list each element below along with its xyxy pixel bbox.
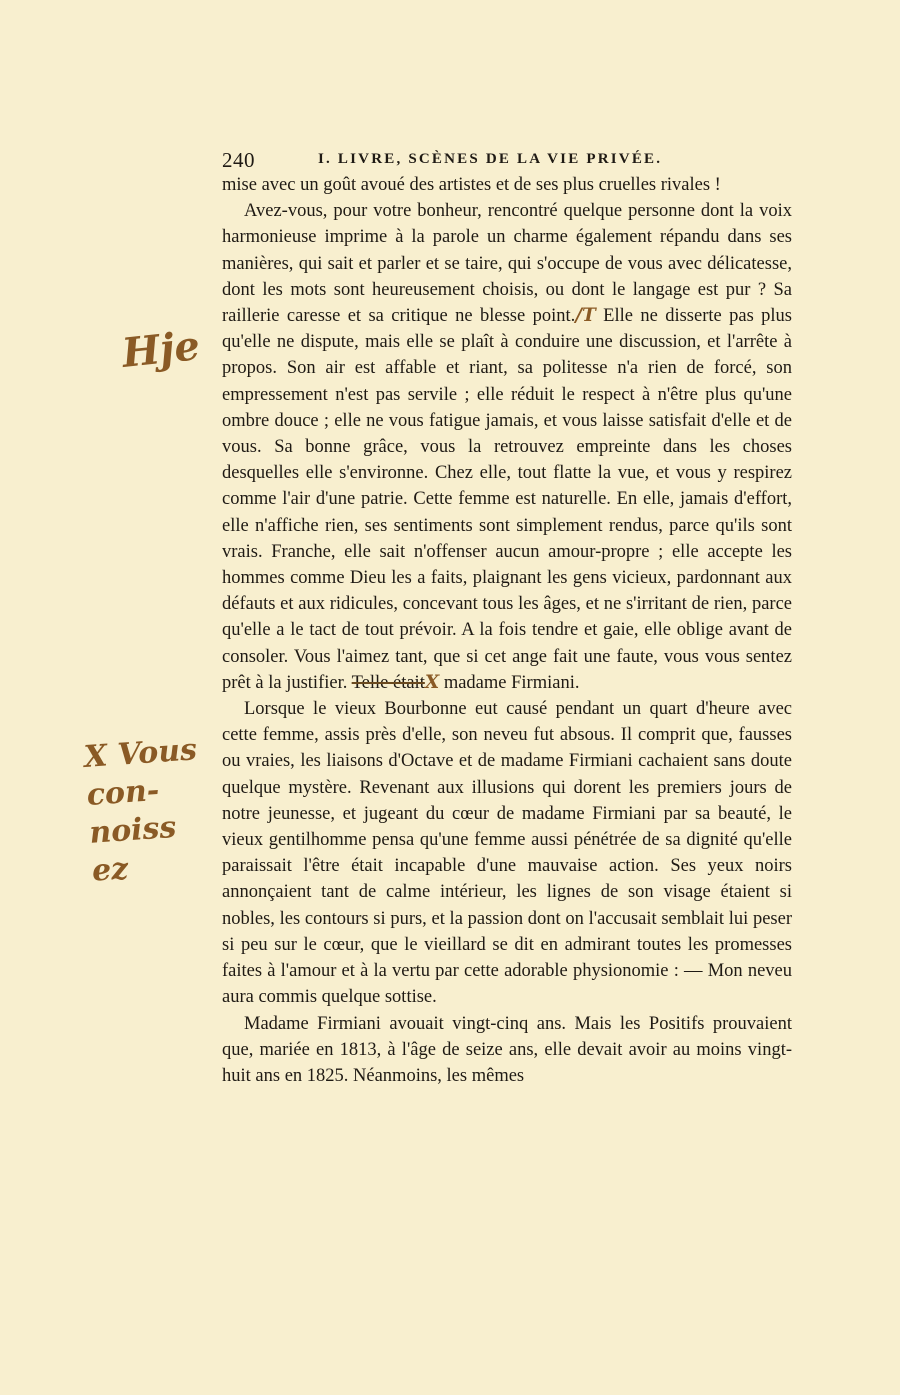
margin-note-2-line: X Vous (82, 732, 199, 776)
paragraph-1: mise avec un goût avoué des artistes et de ses plus cruelles rivales ! (222, 175, 721, 195)
paragraph-2-part-b: Elle ne disserte pas plus qu'elle ne dispute, mais elle se plaît à conduire une discussion, et l'arrête à propos. Son air est affable et riant, sa politesse n'a rien de forcé, son empressement n'est pas servile ; elle réduit le respect à n'être plus qu'une ombre douce ; elle ne vous fatigue jamais, et vous laisse satisfait d'elle et de vous. Sa bonne grâce, vous la retrouvez empreinte dans les choses desquelles elle s'environne. Chez elle, tout flatte la vue, et vous y respirez comme l'air d'une patrie. Cette femme est naturelle. En elle, jamais d'effort, elle n'affiche rien, ses sentiments sont simplement rendus, parce qu'ils sont vrais. Franche, elle sait n'offenser aucun amour-propre ; elle accepte les hommes comme Dieu les a faits, plaignant les gens vicieux, pardonnant aux défauts et aux ridicules, concevant tous les âges, et ne s'irritant de rien, parce qu'elle a le tact de tout prévoir. A la fois tendre et gaie, elle oblige avant de consoler. Vous l'aimez tant, que si cet ange fait une faute, vous vous sentez prêt à la justifier. (222, 306, 792, 693)
page-header (222, 148, 792, 174)
margin-note-2-line: ez (90, 851, 130, 889)
body-text (222, 172, 792, 1089)
paragraph-2 (222, 198, 792, 696)
paragraph-3: Lorsque le vieux Bourbonne eut causé pendant un quart d'heure avec cette femme, assis près d'elle, son neveu fut absous. Il comprit que, fausses ou vraies, les liaisons d'Octave et de madame Firmiani cachaient sans doute quelque mystère. Revenant aux illusions qui dorent les premiers jours de notre jeunesse, et jugeant du cœur de madame Firmiani par sa beauté, le vieux gentilhomme pensa qu'une femme aussi pénétrée de sa dignité qu'elle paraissait l'être était incapable d'une mauvaise action. Ses yeux noirs annonçaient tant de calme intérieur, les lignes de son visage étaient si nobles, les contours si purs, et la passion dont on l'accusait semblait lui peser si peu sur le cœur, que le vieillard se dit en admirant toutes les promesses faites à l'amour et à la vertu par cette adorable physionomie : — Mon neveu aura commis quelque sottise. (222, 699, 792, 1008)
insertion-mark-x: X (424, 671, 440, 693)
paragraph-2-part-a: Avez-vous, pour votre bonheur, rencontré quelque personne dont la voix harmonieuse imprime à la parole un charme également répandu dans ses manières, qui sait et parler et se taire, qui s'occupe de vous avec délicatesse, dont les mots sont heureusement choisis, ou dont le langage est pur ? Sa raillerie caresse et sa critique ne blesse point. (222, 201, 792, 327)
insertion-mark: /T (575, 305, 596, 327)
page-number: 240 (222, 148, 255, 172)
paragraph-2-part-c: madame Firmiani. (439, 672, 580, 693)
margin-note-2 (83, 731, 206, 891)
margin-note-2-line: noiss (88, 809, 178, 851)
margin-note-2-line: con- (85, 772, 161, 813)
margin-note-1: Hje (119, 322, 202, 377)
running-head: I. LIVRE, SCÈNES DE LA VIE PRIVÉE. (318, 151, 663, 167)
paragraph-4: Madame Firmiani avouait vingt-cinq ans. Mais les Positifs prouvaient que, mariée en 1813, à l'âge de seize ans, elle devait avoir au moins vingt-huit ans en 1825. Néanmoins, les mêmes (222, 1013, 792, 1086)
struck-text: Telle était (351, 672, 425, 693)
